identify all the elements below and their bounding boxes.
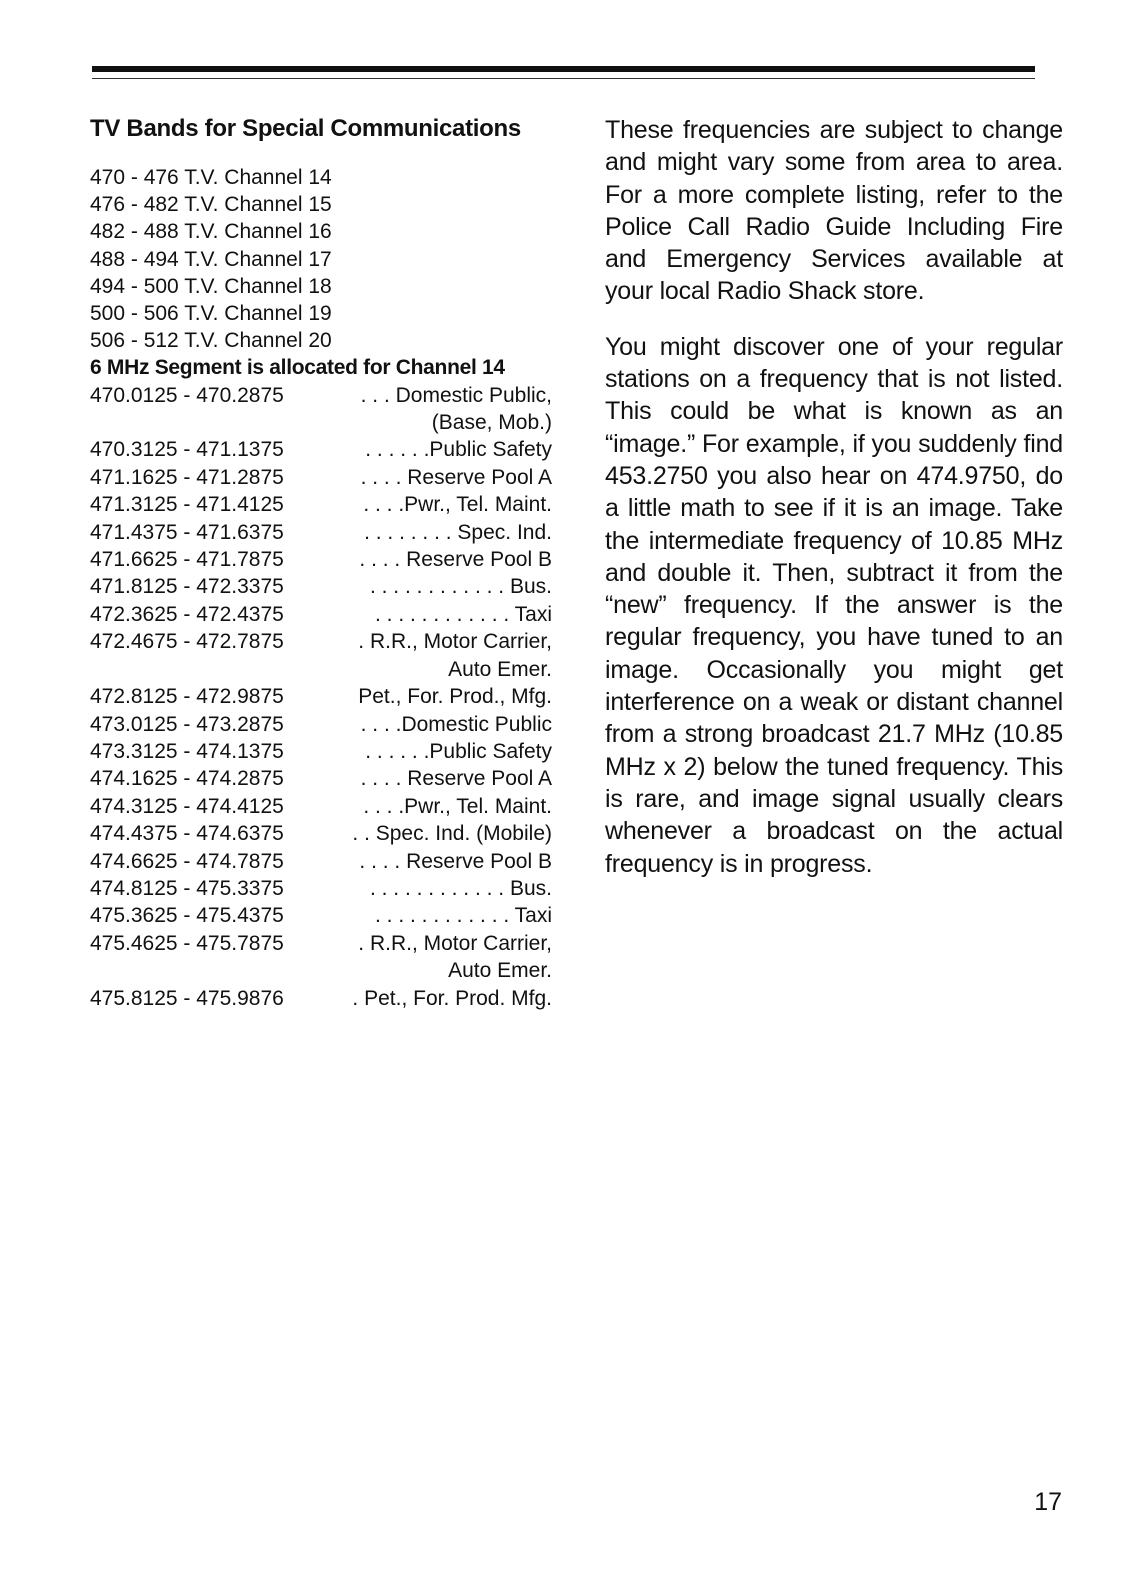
frequency-range: 474.8125 - 475.3375 xyxy=(90,876,284,900)
frequency-service: . . . . . . . . . . . . Taxi xyxy=(375,602,552,626)
frequency-row xyxy=(90,546,552,573)
frequency-range: 474.3125 - 474.4125 xyxy=(90,794,284,818)
frequency-row xyxy=(90,382,552,409)
frequency-range: 471.1625 - 471.2875 xyxy=(90,465,284,489)
header-rule-thin xyxy=(92,78,1035,79)
frequency-service-continued: (Base, Mob.) xyxy=(431,411,552,435)
frequency-row xyxy=(90,711,552,738)
frequency-row xyxy=(90,985,552,1012)
tv-channel-line: 494 - 500 T.V. Channel 18 xyxy=(90,274,332,298)
frequency-table xyxy=(90,382,552,1012)
frequency-range: 474.6625 - 474.7875 xyxy=(90,849,284,873)
frequency-service: . R.R., Motor Carrier, xyxy=(358,931,552,955)
frequency-range: 472.4675 - 472.7875 xyxy=(90,630,284,654)
frequency-service: Pet., For. Prod., Mfg. xyxy=(358,685,552,709)
frequency-range: 470.0125 - 470.2875 xyxy=(90,383,284,407)
frequency-range: 475.3625 - 475.4375 xyxy=(90,904,284,928)
tv-channel-line: 482 - 488 T.V. Channel 16 xyxy=(90,220,332,244)
frequency-row xyxy=(90,573,552,600)
frequency-row xyxy=(90,601,552,628)
tv-channel-line: 470 - 476 T.V. Channel 14 xyxy=(90,166,332,189)
frequency-service: . R.R., Motor Carrier, xyxy=(358,630,552,654)
frequency-service: . . . .Pwr., Tel. Maint. xyxy=(363,794,552,818)
header-rule-thick xyxy=(92,66,1035,72)
frequency-service: . . . . Reserve Pool A xyxy=(360,465,552,489)
frequency-range: 472.8125 - 472.9875 xyxy=(90,685,284,709)
frequency-range: 475.4625 - 475.7875 xyxy=(90,931,284,955)
frequency-service: . . . . . . . . . . . . Taxi xyxy=(375,904,552,928)
frequency-service-continued: Auto Emer. xyxy=(448,657,552,681)
frequency-range: 471.3125 - 471.4125 xyxy=(90,493,284,517)
section-heading: TV Bands for Special Communications xyxy=(90,115,521,142)
frequency-range: 474.1625 - 474.2875 xyxy=(90,767,284,791)
frequency-service: . . . . Reserve Pool A xyxy=(360,767,552,791)
frequency-row xyxy=(90,930,552,957)
frequency-range: 471.6625 - 471.7875 xyxy=(90,548,284,572)
tv-channel-line: 476 - 482 T.V. Channel 15 xyxy=(90,193,332,217)
frequency-range: 475.8125 - 475.9876 xyxy=(90,986,284,1010)
segment-note: 6 MHz Segment is allocated for Channel 14 xyxy=(90,356,505,380)
tv-channel-line: 506 - 512 T.V. Channel 20 xyxy=(90,329,332,353)
frequency-range: 472.3625 - 472.4375 xyxy=(90,602,284,626)
frequency-service: . . . .Domestic Public xyxy=(360,712,552,736)
frequency-service: . . . . Reserve Pool B xyxy=(359,849,552,873)
frequency-row xyxy=(90,436,552,463)
left-column xyxy=(90,114,552,1012)
frequency-row xyxy=(90,875,552,902)
frequency-row xyxy=(90,902,552,929)
frequency-row xyxy=(90,519,552,546)
frequency-range: 471.8125 - 472.3375 xyxy=(90,575,284,599)
frequency-service: . . . . . .Public Safety xyxy=(365,438,552,462)
frequency-service: . Pet., For. Prod. Mfg. xyxy=(352,986,552,1010)
frequency-service: . . . . . .Public Safety xyxy=(365,739,552,763)
frequency-service: . . . . . . . . . . . . Bus. xyxy=(369,575,552,599)
frequency-range: 473.0125 - 473.2875 xyxy=(90,712,284,736)
frequency-row xyxy=(90,464,552,491)
frequency-service: . . . .Pwr., Tel. Maint. xyxy=(363,493,552,517)
frequency-range: 470.3125 - 471.1375 xyxy=(90,438,284,462)
frequency-service: . . . Domestic Public, xyxy=(360,383,552,407)
frequency-row xyxy=(90,491,552,518)
page-number: 17 xyxy=(1034,1488,1062,1516)
frequency-service: . . . . . . . . . . . . Bus. xyxy=(369,876,552,900)
paragraph-image-explanation: You might discover one of your regular stations on a frequency that is not listed. This could be what is known as an “image.” For example, if you suddenly find 453.2750 you also hear on 474.9750, do a little math to see if it is an image. Take the intermediate frequency of 10.85 MHz and double it. Then, subtract it from the “new” frequency. If the answer is the regular frequency, you have tuned to an image. Occasionally you might get interference on a weak or distant channel from a strong broadcast 21.7 MHz (10.85 MHz x 2) below the tuned frequency. This is rare, and image signal usually clears whenever a broadcast on the actual frequency is in progress. xyxy=(605,332,1063,878)
paragraph-frequency-note: These frequencies are subject to change and might vary some from area to area. For a more complete listing, refer to the Police Call Radio Guide Including Fire and Emergency Services available at your local Radio Shack store. xyxy=(605,116,1063,306)
tv-channel-list xyxy=(90,164,552,354)
frequency-row xyxy=(90,738,552,765)
frequency-row xyxy=(90,683,552,710)
frequency-range: 473.3125 - 474.1375 xyxy=(90,739,284,763)
frequency-service: . . Spec. Ind. (Mobile) xyxy=(352,822,552,846)
right-column xyxy=(605,114,1063,880)
frequency-row xyxy=(90,793,552,820)
frequency-range: 471.4375 - 471.6375 xyxy=(90,520,284,544)
frequency-service: . . . . . . . . Spec. Ind. xyxy=(364,520,552,544)
frequency-row xyxy=(90,628,552,655)
frequency-row xyxy=(90,848,552,875)
frequency-service: . . . . Reserve Pool B xyxy=(359,548,552,572)
frequency-row xyxy=(90,820,552,847)
frequency-row xyxy=(90,765,552,792)
frequency-service-continued: Auto Emer. xyxy=(448,959,552,983)
frequency-range: 474.4375 - 474.6375 xyxy=(90,822,284,846)
tv-channel-line: 500 - 506 T.V. Channel 19 xyxy=(90,302,332,326)
tv-channel-line: 488 - 494 T.V. Channel 17 xyxy=(90,247,332,271)
